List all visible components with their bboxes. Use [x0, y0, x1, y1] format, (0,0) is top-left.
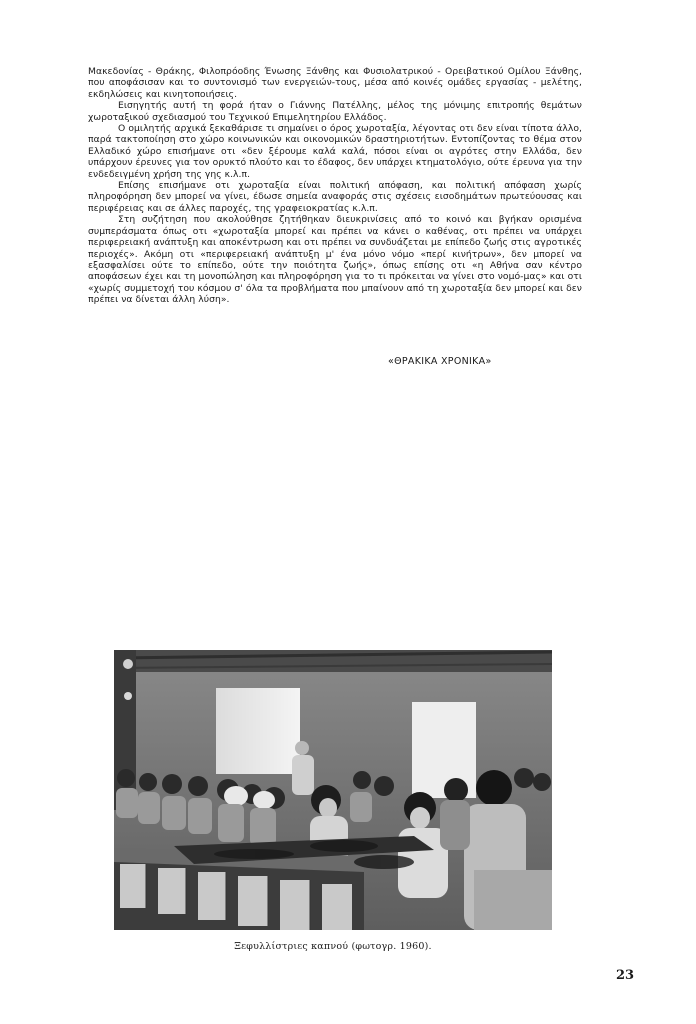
source-signature: «ΘΡΑΚΙΚΑ ΧΡΟΝΙΚΑ» — [388, 356, 492, 367]
article-paragraph: Επίσης επισήμανε οτι χωροταξία είναι πολιτική απόφαση, και πολιτική απόφαση χωρίς πληροφόρηση δεν μπορεί να γίνει, έδωσε σημεία αναφοράς στις σχέσεις εισοδημάτων πρωτεύουσας και περιφέρειας και σε άλλες παροχές, της γραφειοκρατίας κ.λ.π. — [88, 180, 582, 214]
historical-photo — [114, 650, 552, 930]
article-paragraph: Ο ομιλητής αρχικά ξεκαθάρισε τι σημαίνει ο όρος χωροταξία, λέγοντας οτι δεν είναι τίποτα άλλο, παρά τακτοποίηση στο χώρο κοινωνικών και οικονομικών δραστηριοτήτων. Εντοπίζοντας το θέμα στον Ελλαδικό χώρο επισήμανε οτι «δεν ξέρουμε καλά καλά, πόσοι είναι οι αγρότες στην Ελλάδα, δεν υπάρχουν έρευνες για τον ορυκτό πλούτο και το έδαφος, δεν υπάρχει κτηματολόγιο, ούτε έρευνα για την ενδεδειγμένη χρήση της γης κ.λ.π. — [88, 123, 582, 180]
article-body — [88, 66, 582, 306]
photo-caption: Ξεφυλλίστριες καπνού (φωτογρ. 1960). — [234, 941, 432, 952]
tobacco-workers-photo — [114, 650, 552, 930]
article-paragraph: Μακεδονίας - Θράκης, Φιλοπρόοδης Ένωσης Ξάνθης και Φυσιολατρικού - Ορειβατικού Ομίλου Ξάνθης, που αποφάσισαν και το συντονισμό των ενεργειών-τους, μέσα από κοινές ομάδες εργασίας - μελέτης, εκδηλώσεις και κινητοποιήσεις. — [88, 66, 582, 100]
article-paragraph: Εισηγητής αυτή τη φορά ήταν ο Γιάννης Πατέλλης, μέλος της μόνιμης επιτροπής θεμάτων χωροταξικού σχεδιασμού του Τεχνικού Επιμελητηρίου Ελλάδος. — [88, 100, 582, 123]
page-number: 23 — [616, 968, 635, 983]
article-paragraph: Στη συζήτηση που ακολούθησε ζητήθηκαν διευκρινίσεις από το κοινό και βγήκαν ορισμένα συμπεράσματα όπως οτι «χωροταξία μπορεί και πρέπει να κάνει ο καθένας, οτι πρέπει να υπάρχει περιφερειακή ανάπτυξη και αποκέντρωση και οτι πρέπει να συνδυάζεται με επίπεδο ζωής στις αγροτικές περιοχές». Ακόμη οτι «περιφερειακή ανάπτυξη μ' ένα μόνο νόμο «περί κινήτρων», δεν μπορεί να εξασφαλίσει ούτε το επίπεδο, ούτε την ποιότητα ζωής», όπως επίσης οτι «η Αθήνα σαν κέντρο αποφάσεων έχει και τη μονοπώληση και πληροφόρηση για το τι πρόκειται να γίνει στο νομό-μας» και οτι «χωρίς συμμετοχή του κόσμου σ' όλα τα προβλήματα που μπαίνουν από τη χωροταξία δεν μπορεί και δεν πρέπει να δίνεται άλλη λύση». — [88, 214, 582, 306]
